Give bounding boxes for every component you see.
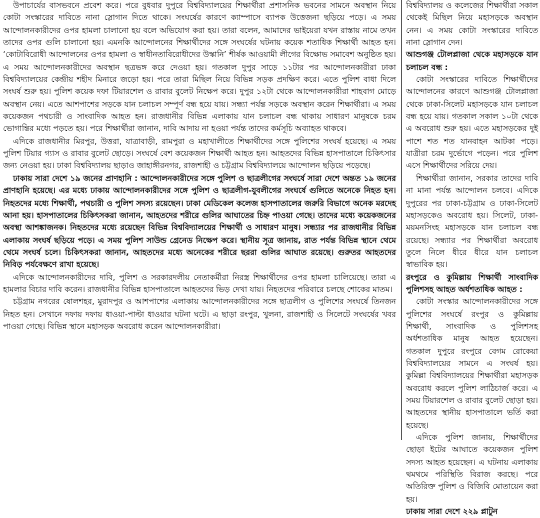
right-paragraph-4: কোটা সংস্কার আন্দোলনকারীদের সঙ্গে পুলিশের সংঘর্ষে রংপুর ও কুমিল্লায় শিক্ষার্থী, সাংবাদিক ও পুলিশসহ অর্ধশতাধিক মানুষ আহত হয়েছেন। গতকাল দুপুরে রংপুরে বেগম রোকেয়া বিশ্ববিদ্যালয়ের সামনে এ সংঘর্ষ হয়। কুমিল্লা বিশ্ববিদ্যালয়ের শিক্ষার্থীরা মহাসড়ক অবরোধ করলে পুলিশ লাঠিচার্জ করে। এ সময় টিয়ারশেল ও রাবার বুলেট ছোড়া হয়। আহতদের স্থানীয় হাসপাতালে ভর্তি করা হয়েছে।	[406, 297, 538, 430]
right-paragraph-3: শিক্ষার্থীরা জানান, সরকার তাদের দাবি না মানা পর্যন্ত আন্দোলন চলবে। এদিকে দুপুরের পর ঢাকা-চট্টগ্রাম ও ঢাকা-সিলেট মহাসড়কেও অবরোধ হয়। সিলেট, ঢাকা-ময়মনসিংহ মহাসড়কে যান চলাচল বন্ধ রয়েছে। সন্ধ্যার পর শিক্ষার্থীরা অবরোধ তুলে নিলে ধীরে ধীরে যান চলাচল স্বাভাবিক হয়।	[406, 173, 538, 270]
right-heading-1: আশুগঞ্জ টোলপ্লাজা থেকে মহাসড়কে যান চলাচল বন্ধ :	[406, 50, 538, 72]
right-paragraph-1: বিশ্ববিদ্যালয় ও কলেজের শিক্ষার্থীরা সকাল থেকেই মিছিল নিয়ে মহাসড়কে অবস্থান নেন। এ সময় কোটা সংস্কারের দাবিতে নানা স্লোগান দেন।	[406, 1, 538, 48]
left-paragraph-1: উপাচার্যের বাসভবনে প্রবেশ করে। পরে বুধবার দুপুরে বিশ্ববিদ্যালয়ের শিক্ষার্থীরা প্রশাসনিক ভবনের সামনে অবস্থান নিয়ে কোটা সংস্কারের দাবিতে নানা স্লোগান দিতে থাকে। সংঘর্ষের কারণে ক্যাম্পাসে ব্যাপক উত্তেজনা ছড়িয়ে পড়ে। এ সময় আন্দোলনকারীদের ওপর হামলা চালানো হয় বলে অভিযোগ করা হয়। তারা বলেন, আমাদের ভাইয়েরা যখন রাস্তায় নামে তখন তাদের ওপর গুলি চালানো হয়। এমনকি আন্দোলনের শিক্ষার্থীদের সঙ্গে সংঘর্ষের ঘটনায় কয়েক শতাধিক শিক্ষার্থী আহত হন। ‘কোটাবিরোধী আন্দোলনের ওপর হামলা ও স্বাধীনতাবিরোধীদের উস্কানি’ শীর্ষক আওয়ামী লীগের বিক্ষোভ সমাবেশ অনুষ্ঠিত হয়। এ সময় আন্দোলনকারীদের অবস্থান ছত্রভঙ্গ করে দেওয়া হয়। গতকাল দুপুর সাড়ে ১১টার পর আন্দোলনকারীরা ঢাকা বিশ্ববিদ্যালয়ের কেন্দ্রীয় শহীদ মিনারে জড়ো হয়। পরে তারা মিছিল নিয়ে বিভিন্ন সড়ক প্রদক্ষিণ করে। এতে পুলিশ বাধা দিলে সংঘর্ষ শুরু হয়। পুলিশ কয়েক দফা টিয়ারশেল ও রাবার বুলেট নিক্ষেপ করে। দুপুর ১২টা থেকে আন্দোলনকারীরা শাহবাগ মোড়ে অবস্থান নেয়। এতে আশপাশের সড়কে যান চলাচল সম্পূর্ণ বন্ধ হয়ে যায়। সন্ধ্যা পর্যন্ত সড়কে অবস্থান করেন শিক্ষার্থীরা। এ সময় কয়েকজন পথচারী ও সাংবাদিক আহত হন। রাজধানীর বিভিন্ন এলাকায় যান চলাচল বন্ধ থাকায় সাধারণ মানুষকে চরম ভোগান্তির মধ্যে পড়তে হয়। পরে শিক্ষার্থীরা জানান, দাবি আদায় না হওয়া পর্যন্ত তাদের কর্মসূচি অব্যাহত থাকবে।	[3, 1, 396, 134]
left-paragraph-3: ঢাকায় সারা দেশে ১৯ জনের প্রাণহানি : আন্দোলনকারীদের সঙ্গে পুলিশ ও ছাত্রলীগের সংঘর্ষে সারা দেশে অন্তত ১৯ জনের প্রাণহানি হয়েছে। এর মধ্যে ঢাকায় আন্দোলনকারীদের সঙ্গে পুলিশ ও ছাত্রলীগ-যুবলীগের সংঘর্ষে গুলিতে অনেকে নিহত হন। নিহতদের মধ্যে শিক্ষার্থী, পথচারী ও পুলিশ সদস্য রয়েছেন। ঢাকা মেডিকেল কলেজ হাসপাতালের জরুরি বিভাগে অনেক মরদেহ আনা হয়। হাসপাতালের চিকিৎসকরা জানান, আহতদের শরীরে গুলির আঘাতের চিহ্ন পাওয়া গেছে। তাদের মধ্যে কয়েকজনের অবস্থা আশঙ্কাজনক। নিহতদের মধ্যে রয়েছেন বিভিন্ন বিশ্ববিদ্যালয়ের শিক্ষার্থী ও সাধারণ মানুষ। সন্ধ্যার পর রাজধানীর বিভিন্ন এলাকায় সংঘর্ষ ছড়িয়ে পড়ে। এ সময় পুলিশ সাউন্ড গ্রেনেড নিক্ষেপ করে। স্থানীয় সূত্র জানায়, রাত পর্যন্ত বিভিন্ন স্থানে থেমে থেমে সংঘর্ষ চলে। চিকিৎসকরা জানান, আহতদের মধ্যে অনেকের শরীরে ছররা গুলির আঘাত রয়েছে। গুরুতর আহতদের নিবিড় পর্যবেক্ষণে রাখা হয়েছে।	[3, 173, 396, 270]
left-paragraph-2: এদিকে রাজধানীর মিরপুর, উত্তরা, যাত্রাবাড়ী, রামপুরা ও মহাখালীতে শিক্ষার্থীদের সঙ্গে পুলিশের সংঘর্ষ হয়েছে। এ সময় পুলিশ টিয়ার গ্যাস ও রাবার বুলেট ছোড়ে। সংঘর্ষে বেশ কয়েকজন শিক্ষার্থী আহত হন। আহতদের বিভিন্ন হাসপাতালে চিকিৎসার জন্য নেওয়া হয়। ঢাকা বিশ্ববিদ্যালয় ছাড়াও জাহাঙ্গীরনগর, রাজশাহী ও চট্টগ্রাম বিশ্ববিদ্যালয়ে আন্দোলন ছড়িয়ে পড়েছে।	[3, 136, 396, 171]
left-paragraph-4: এদিকে আন্দোলনকারীদের দাবি, পুলিশ ও সরকারদলীয় নেতাকর্মীরা নিরস্ত্র শিক্ষার্থীদের ওপর হামলা চালিয়েছে। তারা এ হামলার বিচার দাবি করেন। রাজধানীর বিভিন্ন হাসপাতালে আহতদের ভিড় দেখা যায়। নিহতদের পরিবারে চলছে শোকের মাতম।	[3, 272, 396, 294]
left-paragraph-5: চট্টগ্রাম নগরের ষোলশহর, মুরাদপুর ও আশপাশের এলাকায় আন্দোলনকারীদের সঙ্গে ছাত্রলীগ ও পুলিশের সংঘর্ষে তিনজন নিহত হন। সেখানে দফায় দফায় ধাওয়া-পাল্টা ধাওয়ার ঘটনা ঘটে। এ ছাড়া রংপুর, খুলনা, রাজশাহী ও সিলেটে সংঘর্ষের খবর পাওয়া গেছে। বিভিন্ন স্থানে মহাসড়ক অবরোধ করেন আন্দোলনকারীরা।	[3, 297, 396, 331]
right-heading-2: রংপুরে ও কুমিল্লায় শিক্ষার্থী সাংবাদিক পুলিশসহ আহত অর্ধশতাধিক আহত :	[406, 272, 538, 294]
right-paragraph-5: এদিকে পুলিশ জানায়, শিক্ষার্থীদের ছোড়া ইটের আঘাতে কয়েকজন পুলিশ সদস্য আহত হয়েছেন। এ ঘটনায় এলাকায় থমথমে পরিস্থিতি বিরাজ করছে। পরে অতিরিক্ত পুলিশ ও বিজিবি মোতায়েন করা হয়।	[406, 433, 538, 504]
column-divider	[401, 0, 402, 440]
right-heading-3: ঢাকায় সারা দেশে ২২৯ প্লাটুন	[406, 507, 498, 517]
left-column	[3, 0, 396, 440]
right-column	[406, 0, 538, 517]
right-paragraph-2: কোটা সংস্কারের দাবিতে শিক্ষার্থীদের আন্দোলনের কারণে আশুগঞ্জ টোলপ্লাজা থেকে ঢাকা-সিলেট মহাসড়কে যান চলাচল বন্ধ হয়ে যায়। গতকাল সকাল ১০টা থেকে এ অবরোধ শুরু হয়। এতে মহাসড়কের দুই পাশে শত শত যানবাহন আটকা পড়ে। যাত্রীরা চরম দুর্ভোগে পড়েন। পরে পুলিশ এসে শিক্ষার্থীদের সরিয়ে দেয়।	[406, 75, 538, 171]
